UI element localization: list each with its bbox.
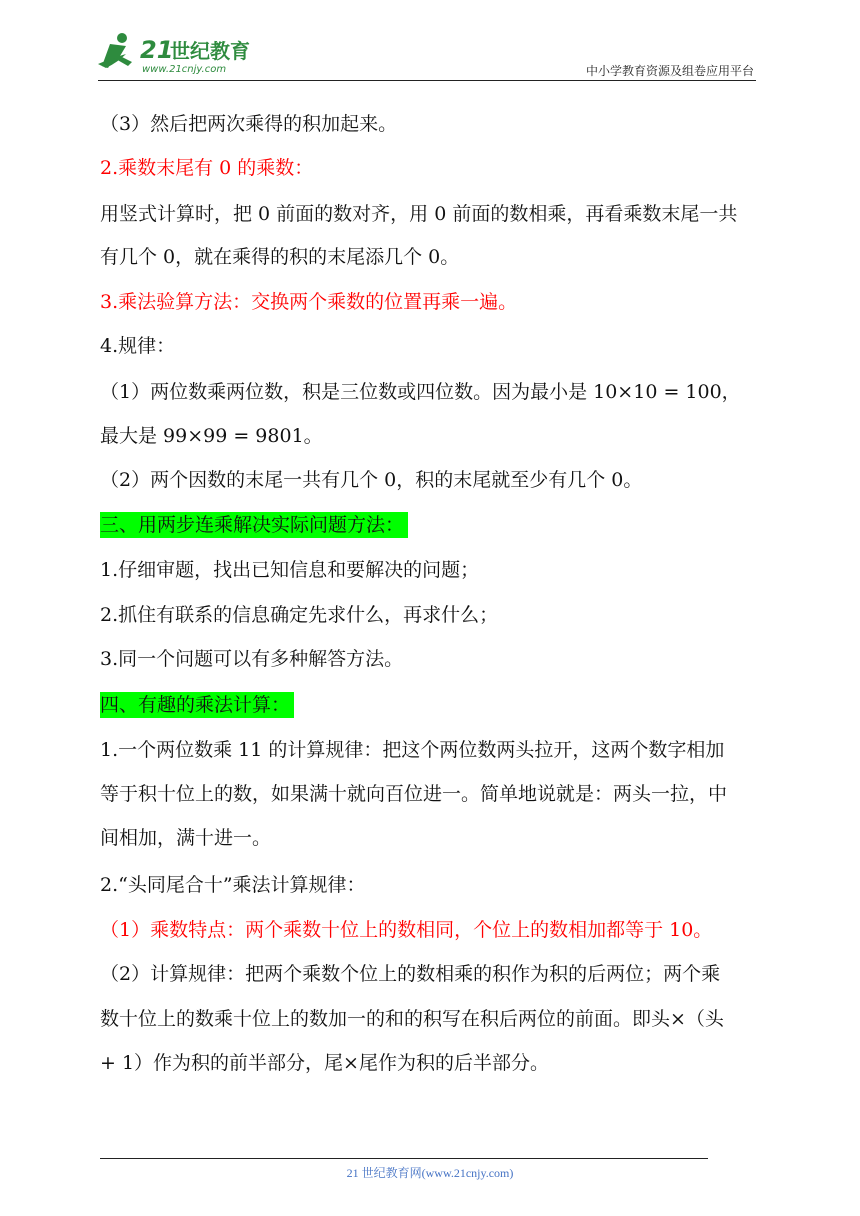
highlight-rule: （1）乘数特点：两个乘数十位上的数相同，个位上的数相加都等于 10。 (100, 919, 713, 941)
section-heading (100, 693, 294, 717)
highlighted-heading: 四、有趣的乘法计算： (100, 692, 294, 718)
text-line: 最大是 99×99 = 9801。 (100, 425, 323, 447)
text-line: 数十位上的数乘十位上的数加一的和的积写在积后两位的前面。即头×（头 (100, 1008, 724, 1030)
site-logo (92, 28, 272, 78)
subheading: 2.乘数末尾有 0 的乘数： (100, 157, 314, 179)
page-footer: 21 世纪教育网(www.21cnjy.com) (346, 1166, 514, 1180)
text-line: （1）两位数乘两位数，积是三位数或四位数。因为最小是 10×10 = 100， (100, 381, 741, 403)
text-line: 1.仔细审题，找出已知信息和要解决的问题； (100, 559, 480, 581)
footer-divider (100, 1158, 708, 1159)
platform-name: 中小学教育资源及组卷应用平台 (585, 64, 754, 78)
text-line: （2）两个因数的末尾一共有几个 0，积的末尾就至少有几个 0。 (100, 469, 643, 491)
text-line: + 1）作为积的前半部分，尾×尾作为积的后半部分。 (100, 1052, 549, 1074)
text-line: （3）然后把两次乘得的积加起来。 (100, 113, 398, 135)
text-line: 2.“头同尾合十”乘法计算规律： (100, 874, 366, 896)
header-divider (98, 80, 756, 81)
text-line: （2）计算规律：把两个乘数个位上的数相乘的积作为积的后两位；两个乘 (100, 963, 721, 985)
text-line: 有几个 0，就在乘得的积的末尾添几个 0。 (100, 246, 460, 268)
svg-text:世纪教育: 世纪教育 (170, 39, 250, 63)
text-line: 4.规律： (100, 335, 176, 357)
text-line: 2.抓住有联系的信息确定先求什么，再求什么； (100, 604, 499, 626)
text-line: 3.同一个问题可以有多种解答方法。 (100, 648, 404, 670)
text-line: 1.一个两位数乘 11 的计算规律：把这个两位数两头拉开，这两个数字相加 (100, 739, 725, 761)
subheading: 3.乘法验算方法：交换两个乘数的位置再乘一遍。 (100, 291, 518, 313)
text-line: 用竖式计算时，把 0 前面的数对齐，用 0 前面的数相乘，再看乘数末尾一共 (100, 203, 738, 225)
page-header (0, 0, 860, 84)
section-heading (100, 513, 408, 537)
svg-text:www.21cnjy.com: www.21cnjy.com (142, 64, 227, 75)
text-line: 间相加，满十进一。 (100, 827, 272, 849)
svg-text:21: 21 (140, 36, 174, 64)
text-line: 等于积十位上的数，如果满十就向百位进一。简单地说就是：两头一拉，中 (100, 783, 728, 805)
highlighted-heading: 三、用两步连乘解决实际问题方法： (100, 512, 408, 538)
